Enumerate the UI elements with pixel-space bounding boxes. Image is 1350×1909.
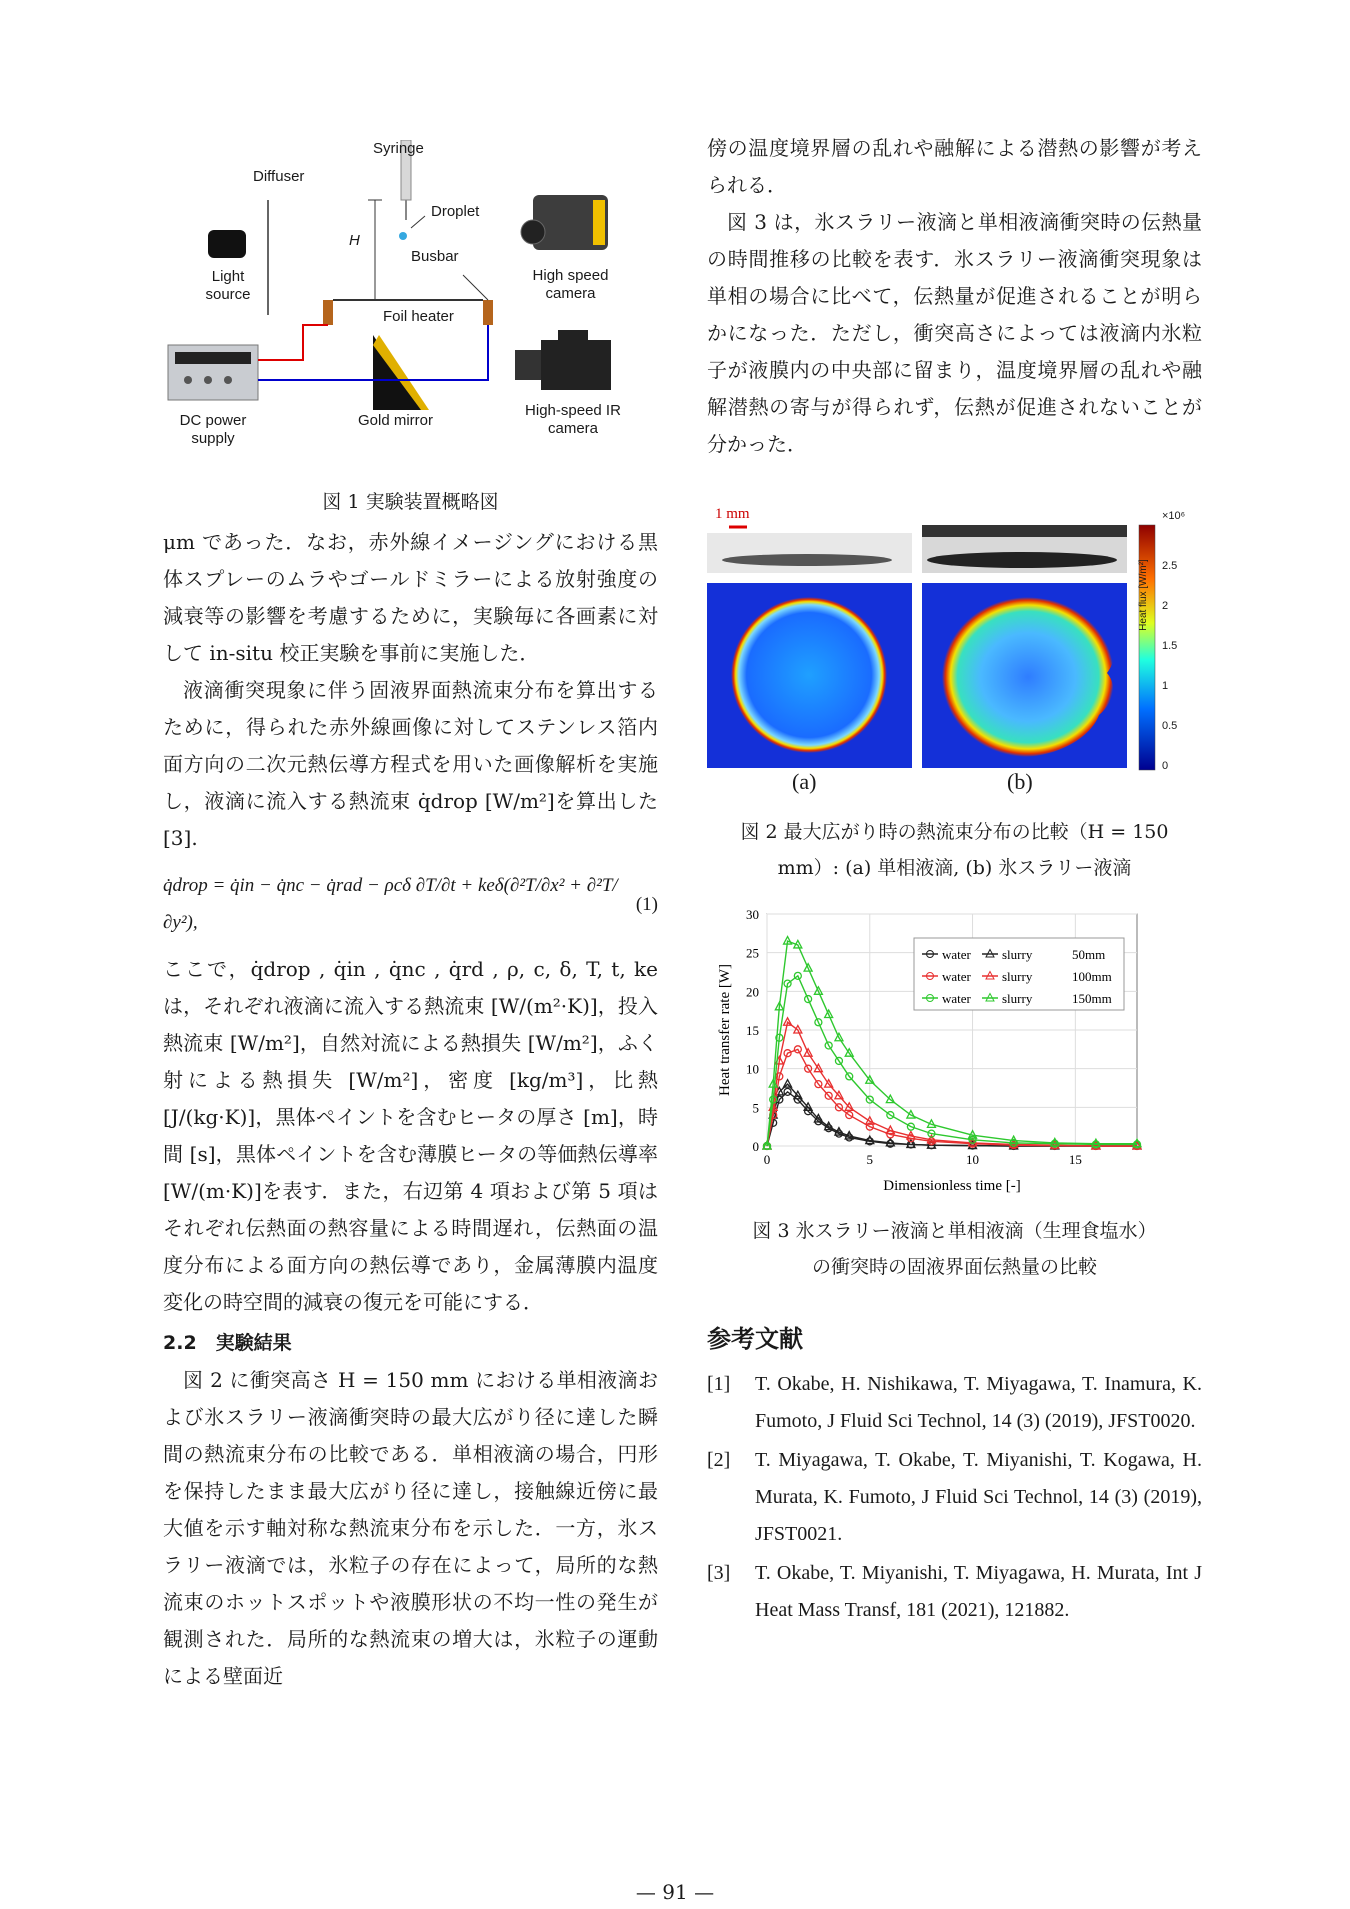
- panel-label-a: (a): [792, 769, 817, 794]
- y-tick-label: 10: [746, 1061, 759, 1077]
- label-ir-camera: High-speed IR camera: [525, 402, 621, 437]
- figure-1-apparatus: [163, 140, 658, 480]
- reference-text: T. Okabe, H. Nishikawa, T. Miyagawa, T. Inamura, K. Fumoto, J Fluid Sci Technol, 14 (3) (2019), JFST0020.: [755, 1373, 1202, 1432]
- figure-1-caption: 図 1 実験装置概略図: [322, 491, 499, 513]
- colorbar-exponent: ×10⁶: [1162, 510, 1186, 522]
- reference-item: [707, 1366, 1202, 1440]
- colorbar-tick: 1: [1162, 680, 1169, 692]
- label-diffuser: Diffuser: [253, 168, 305, 185]
- reference-item: [707, 1442, 1202, 1553]
- legend-label: 150mm: [1072, 991, 1112, 1006]
- paragraph: μm であった．なお，赤外線イメージングにおける黒体スプレーのムラやゴールドミラーによる放射強度の減衰等の影響を考慮するために，実験毎に各画素に対して in-situ 校正実験を事前に実施した．: [163, 530, 658, 665]
- y-tick-label: 20: [746, 984, 759, 1000]
- legend-label: 50mm: [1072, 947, 1106, 962]
- figure-3-caption-line-1: 図 3 氷スラリー液滴と単相液滴（生理食塩水）: [752, 1220, 1157, 1242]
- colorbar-tick: 0.5: [1162, 720, 1178, 732]
- heat-transfer-chart: [707, 902, 1202, 1207]
- figure-3-caption-line-2: の衝突時の固液界面伝熱量の比較: [811, 1256, 1097, 1278]
- legend-label: slurry: [1002, 969, 1033, 984]
- label-foil-heater: Foil heater: [383, 308, 454, 325]
- left-column: [163, 140, 658, 1695]
- heat-flux-images: [707, 505, 1202, 800]
- x-axis-label: Dimensionless time [-]: [883, 1178, 1021, 1194]
- x-tick-label: 15: [1068, 1152, 1082, 1167]
- paragraph: 図 3 は，氷スラリー液滴と単相液滴衝突時の伝熱量の時間推移の比較を表す．氷スラリー液滴衝突現象は単相の場合に比べて，伝熱量が促進されることが明らかになった．ただし，衝突高さによっては液滴内氷粒子が液膜内の中央部に留まり，温度境界層の乱れや融解潜熱の寄与が得られず，伝熱が促進されないことが分かった．: [707, 210, 1202, 456]
- y-tick-label: 5: [752, 1100, 759, 1116]
- scale-label: 1 mm: [715, 506, 750, 522]
- legend-label: slurry: [1002, 991, 1033, 1006]
- droplet-shape: [399, 232, 407, 240]
- legend-label: water: [942, 969, 971, 984]
- y-axis-label: Heat transfer rate [W]: [717, 964, 733, 1096]
- colorbar-tick: 0: [1162, 760, 1169, 772]
- legend-label: slurry: [1002, 947, 1033, 962]
- paragraph: 図 2 に衝突高さ H = 150 mm における単相液滴および氷スラリー液滴衝突時の最大広がり径に達した瞬間の熱流束分布の比較である．単相液滴の場合，円形を保持したまま最大広がり径に達し，接触線近傍に最大値を示す軸対称な熱流束分布を示した．一方，氷スラリー液滴では，氷粒子の存在によって，局所的な熱流束のホットスポットや液膜形状の不均一性の発生が観測された．局所的な熱流束の増大は，氷粒子の運動による壁面近: [163, 1368, 658, 1688]
- y-tick-label: 25: [746, 945, 759, 961]
- label-gold-mirror: Gold mirror: [357, 412, 433, 429]
- figure-2-heat-flux: [707, 505, 1202, 800]
- legend-label: water: [942, 947, 971, 962]
- paragraph: 液滴衝突現象に伴う固液界面熱流束分布を算出するために，得られた赤外線画像に対してステンレス箔内面方向の二次元熱伝導方程式を用いた画像解析を実施し，液滴に流入する熱流束 q̇drop [W/m²]を算出した[3].: [163, 678, 658, 850]
- right-column: [707, 130, 1202, 1631]
- panel-label-b: (b): [1007, 769, 1033, 794]
- colorbar-title: Heat flux [W/m²]: [1138, 559, 1149, 631]
- label-droplet: Droplet: [431, 203, 480, 220]
- colorbar-tick: 2.5: [1162, 560, 1178, 572]
- colorbar-tick: 1.5: [1162, 640, 1178, 652]
- y-tick-label: 15: [746, 1023, 759, 1038]
- reference-item: [707, 1555, 1202, 1629]
- references-heading: 参考文献: [707, 1325, 803, 1353]
- label-syringe: Syringe: [373, 140, 424, 157]
- paragraph: ここで，q̇drop , q̇in , q̇nc , q̇rd , ρ, c, δ, T, t, keは，それぞれ液滴に流入する熱流束 [W/(m²·K)]，投入熱流束 [W/m²]，自然対流による熱損失 [W/m²]，ふく射による熱損失 [W/m²]，密度 [kg/m³]，比熱 [J/(kg·K)]，黒体ペイントを含むヒータの厚さ [m]，時間 [s]，黒体ペイントを含む薄膜ヒータの等価熱伝導率 [W/(m·K)]を表す．また，右辺第 4 項および第 5 項はそれぞれ伝熱面の熱容量による時間遅れ，伝熱面の温度分布による面方向の熱伝導であり，金属薄膜内温度変化の時空間的減衰の復元を可能にする．: [163, 957, 658, 1314]
- colorbar-tick: 2: [1162, 600, 1169, 612]
- paragraph: 傍の温度境界層の乱れや融解による潜熱の影響が考えられる．: [707, 136, 1202, 197]
- legend-label: 100mm: [1072, 969, 1112, 984]
- reference-number: [2]: [707, 1449, 731, 1471]
- y-tick-label: 30: [746, 907, 759, 922]
- reference-text: T. Okabe, T. Miyanishi, T. Miyagawa, H. Murata, Int J Heat Mass Transf, 181 (2021), 121882.: [755, 1562, 1202, 1621]
- equation-1: [163, 867, 658, 941]
- figure-2-caption-line-1: 図 2 最大広がり時の熱流束分布の比較（H = 150: [740, 821, 1169, 843]
- figure-3-chart: [707, 902, 1202, 1207]
- legend-label: water: [942, 991, 971, 1006]
- equation-body: q̇drop = q̇in − q̇nc − q̇rad − ρcδ ∂T/∂t + keδ(∂²T/∂x² + ∂²T/∂y²),: [163, 875, 618, 933]
- page-number: — 91 —: [635, 1880, 715, 1904]
- label-high-speed-camera: High speed camera: [532, 267, 609, 302]
- label-dc-power-supply: DC power supply: [179, 412, 247, 447]
- figure-2-caption-line-2: mm）: (a) 単相液滴, (b) 氷スラリー液滴: [777, 857, 1132, 879]
- y-tick-label: 0: [752, 1139, 759, 1154]
- equation-number: (1): [635, 893, 658, 915]
- label-busbar: Busbar: [411, 248, 459, 265]
- reference-number: [1]: [707, 1373, 731, 1395]
- x-tick-label: 0: [763, 1152, 771, 1167]
- label-h: H: [349, 232, 360, 249]
- reference-text: T. Miyagawa, T. Okabe, T. Miyanishi, T. Kogawa, H. Murata, K. Fumoto, J Fluid Sci Technol, 14 (3) (2019), JFST0021.: [755, 1449, 1202, 1545]
- label-light-source: Light source: [205, 268, 251, 303]
- reference-number: [3]: [707, 1562, 731, 1584]
- section-heading: 2.2 実験結果: [163, 1332, 292, 1354]
- references-section: [707, 1321, 1202, 1629]
- x-tick-label: 5: [866, 1152, 874, 1167]
- x-tick-label: 10: [966, 1152, 980, 1167]
